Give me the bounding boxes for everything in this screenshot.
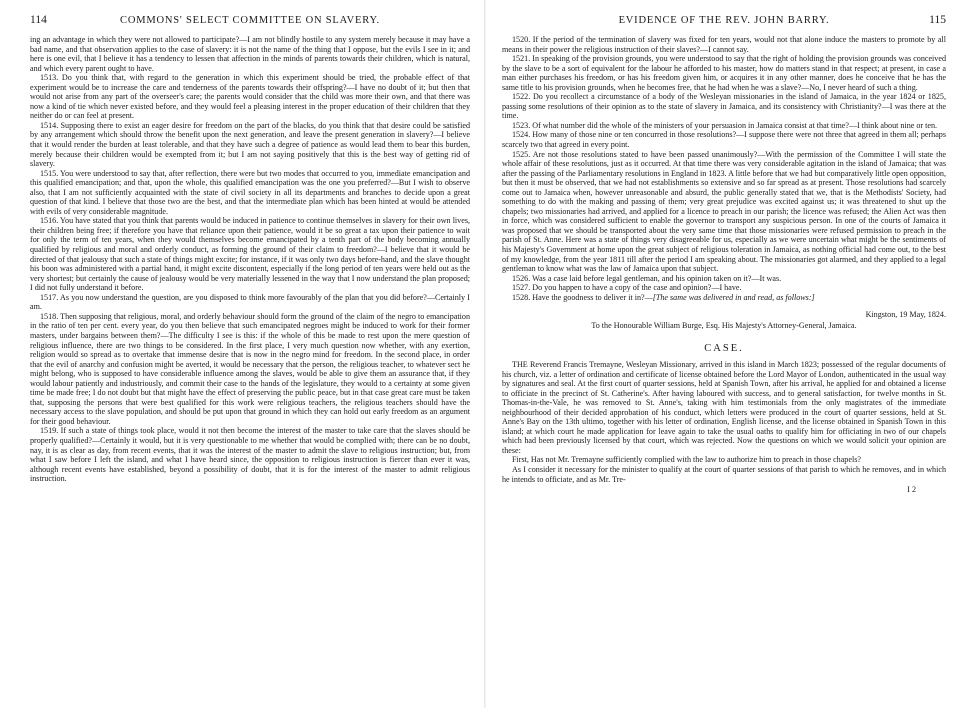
left-page	[30, 0, 470, 708]
paragraph: 1515. You were understood to say that, after reflection, there were but two modes that occurred to you, immediate emancipation and this qualified emancipation; and that, upon the whole, this qualified emancipation was the one you preferred?—But I wish to observe also, that I am not sufficiently acquainted with the state of civil society in all its departments and branches to decide upon a great question of that kind. I believe that those two are the best, and that the intermediate plan which has been hinted at would be attended with evils of very considerable magnitude.	[30, 168, 470, 216]
book-gutter	[484, 0, 486, 708]
paragraph: 1523. Of what number did the whole of the ministers of your persuasion in Jamaica consist at that time?—I think about nine or ten.	[512, 120, 938, 130]
paragraph: 1525. Are not those resolutions stated to have been passed unanimously?—With the permission of the Committee I will state the whole affair of these resolutions, just as it occurred. At that time there was very considerable agitation in the island of Jamaica; that was after the passing of the Parliamentary resolutions in England in 1823. A little before that we had but comparatively little open opposition, but then it must be observed, that we had not establishments so extensive and so far spread as at present. Those resolutions had scarcely come out to Jamaica when, however unreasonable and absurd, the public generally stated that we, that is the Methodists' Society, had something to do with the making and passing of them; very great prejudice was excited against us; it was threatened to shut up the chapels; two missionaries had arrived, and applied for a licence to preach in our parish; the licence was refused; the Alien Act was then in force, which was considered sufficient to enable the governor to transport any suspicious person. In one of the courts of Jamaica it was proposed that we should be transported about the very same time that those missionaries were refused permission to preach in the parish of St. Anne. Here was a state of things very disagreeable for us, especially as we were uncertain what might be the sentiments of his Majesty's Government at home upon the great subject of religious toleration in Jamaica, as nothing official had come out, to the best of my knowledge, from the year 1811 till after the period I am speaking about. The missionaries got alarmed, and they applied to a legal gentleman to know what was the law of Jamaica upon that subject.	[502, 149, 946, 274]
signature-mark: I 2	[907, 485, 916, 495]
paragraph: 1518. Then supposing that religious, moral, and orderly behaviour should form the ground of the claim of the negro to emancipation in the ratio of ten per cent. every year, do you then believe that such emancipated negroes might be induced to work for their former masters, under bargains between them?—The difficulty I see is this: if the whole of this be made to rest upon the mere question of religious influence, there are two things to be considered. In the first place, I very much question now whether, with any exertion, religion would so spread as to overtake that immense desire that is now in the negro mind for freedom. In the second place, in order that the evil of anarchy and confusion might be averted, it would be necessary that the person, the religious teacher, to whatever sect he might belong, who is supposed to have considerable influence among the slaves, would be able to give them an assurance that, if they would labour patiently and industriously, and commit their case to the hands of the legislature, they would to a certainty at some given time be made free; I do not doubt but that might have the effect of preserving the public peace, but in that case great care must be taken that, supposing the persons that were best qualified for this work were religious teachers, the religious teachers should have the necessary access to the slave population, and should be put upon that ground in which they can hold out early freedom as an argument for their good behaviour.	[30, 311, 470, 426]
case-paragraph: THE Reverend Francis Tremayne, Wesleyan Missionary, arrived in this island in March 1823; possessed of the regular documents of his church, viz. a letter of ordination and certificate of license obtained before the Lord Mayor of London, authenticated in the usual way by signatures and seal. At the first court of quarter sessions, held at Spanish Town, after his arrival, he applied for and obtained a license to officiate in the precinct of St. Catherine's. After having laboured with success, and to general satisfaction, for twelve months in St. Thomas-in-the-Vale, he was removed to St. Anne's, taking with him testimonials from the only magistrates of the immediate neighbourhood of their decided approbation of his conduct, which letters were produced in the court of quarter sessions, held at St. Anne's Bay on the 13th ultimo, together with his letter of ordination, English license, and the license obtained in Spanish Town in this island; at which court he made application for leave again to take the usual oaths to qualify him for officiating in two of our chapels which had been previously licensed by that court, which was rejected. Now the questions on which we would solicit your opinion are these:	[502, 359, 946, 455]
paragraph-q1528	[502, 293, 946, 303]
paragraph: 1526. Was a case laid before legal gentleman, and his opinion taken on it?—It was.	[512, 273, 782, 283]
right-page-number: 115	[929, 14, 946, 26]
case-paragraph: As I consider it necessary for the minister to qualify at the court of quarter sessions of that parish to which he removes, and in which he intends to officiate, and as Mr. Tre-	[502, 464, 946, 484]
case-heading: CASE.	[704, 343, 744, 355]
paragraph: 1527. Do you happen to have a copy of the case and opinion?—I have.	[512, 283, 742, 293]
q1528-text: 1528. Have the goodness to deliver it in?—	[512, 292, 653, 302]
paragraph: 1513. Do you think that, with regard to the generation in which this experiment should be tried, the probable effect of that experiment would be to increase the care and tenderness of the parents towards their offspring?—I have no doubt of it; but then that would not arise from any part of the overseer's care; the parents would consider that the child was more their own, and that there was now a kind of tie which never existed before, and they would feel a pleasing interest in the proper education of their children that they neither do or can feel at present.	[30, 73, 470, 121]
left-head-title: COMMONS' SELECT COMMITTEE ON SLAVERY.	[120, 15, 380, 26]
address-line: To the Honourable William Burge, Esq. His Majesty's Attorney-General, Jamaica.	[591, 320, 857, 330]
paragraph: 1524. How many of those nine or ten concurred in those resolutions?—I suppose there were not three that agreed in them all; perhaps scarcely two that agreed in every point.	[502, 130, 946, 150]
dateline: Kingston, 19 May, 1824.	[865, 310, 946, 320]
paragraph: ing an advantage in which they were not allowed to participate?—I am not blindly hostile to any system merely because it may have a bad name, and that observation applies to the case of slavery: it is not the name of the thing that I oppose, but the evils I see in it; and here is one evil, that I believe it has a tendency to lessen that affection in the minds of parents towards their children, which is natural, and which every parent ought to have.	[30, 35, 470, 73]
left-running-head	[30, 16, 470, 30]
right-running-head	[502, 16, 946, 30]
paragraph: 1522. Do you recollect a circumstance of a body of the Wesleyan missionaries in the island of Jamaica, in the year 1824 or 1825, passing some resolutions of their opinion as to the state of slavery in Jamaica, and its consistency with Christianity?—I was there at the time.	[502, 92, 946, 121]
left-page-number: 114	[30, 14, 47, 26]
paragraph: 1521. In speaking of the provision grounds, you were understood to say that the right of holding the provision grounds was conceived by the slave to be a sort of equivalent for the labour he afforded to his master, how do matters stand in that respect; at present, in case a man either purchases his freedom, or has his freedom given him, or acquires it in any other manner, does he conceive that he has the same title to his provision grounds, when he becomes free, that he had when he was a slave?—No, I never heard of such a thing.	[502, 54, 946, 92]
right-head-title: EVIDENCE OF THE REV. JOHN BARRY.	[618, 15, 830, 26]
case-paragraph: First, Has not Mr. Tremayne sufficiently complied with the law to authorize him to preach in those chapels?	[512, 455, 861, 465]
q1528-italic-note: [The same was delivered in and read, as follows:]	[652, 292, 815, 302]
paragraph: 1517. As you now understand the question, are you disposed to think more favourably of the plan that you did before?—Certainly I am.	[30, 292, 470, 312]
paragraph: 1516. You have stated that you think that parents would be induced in patience to continue themselves in slavery for their own lives, their children being free; if therefore you have that reliance upon their patience, would it be so great a tax upon their patience to wait for only the term of ten years, when they would themselves become emancipated by a tenth part of the body becoming annually qualified by religious and moral and orderly conduct, as forming the ground of their claim to freedom?—I believe that it would be directed of that jealousy that such a state of things might excite; for instance, if it was only two days before-hand, and the slave thought his boon was administered with a partial hand, it might excite discontent, especially if the long period of ten years were held out as the very shortest; but certainly the cause of jealousy would be very materially lessened in the way that I now understand the plan proposed; I did not fully understand it before.	[30, 216, 470, 293]
right-page	[502, 0, 946, 708]
paragraph: 1520. If the period of the termination of slavery was fixed for ten years, would not that alone induce the masters to promote by all means in their power the religious instruction of their slaves?—I cannot say.	[502, 35, 946, 54]
paragraph: 1514. Supposing there to exist an eager desire for freedom on the part of the blacks, do you think that that desire could be satisfied by any arrangement which should throw the benefit upon the next generation, and leave the present generation in slavery?—I believe that it would render the burden at least tolerable, and that they have such a degree of patience as would lead them to bear this burden, merely because their children would be exempted from it; but I am not saying positively that this is the best way of getting rid of slavery.	[30, 120, 470, 169]
paragraph: 1519. If such a state of things took place, would it not then become the interest of the master to take care that the slaves should be properly qualified?—Certainly it would, but it is very questionable to me whether that would be complied with; there can be no doubt, nay, it is as clear as day, from recent events, that it was the interest of the master to admit the slave to religious instruction; but, from what I saw before I left the island, and what I have heard since, the opposition to religious instruction is fiercer than ever it was, although recent events have established, beyond a possibility of doubt, that it is for the interest of the master to admit religious instruction.	[30, 426, 470, 484]
